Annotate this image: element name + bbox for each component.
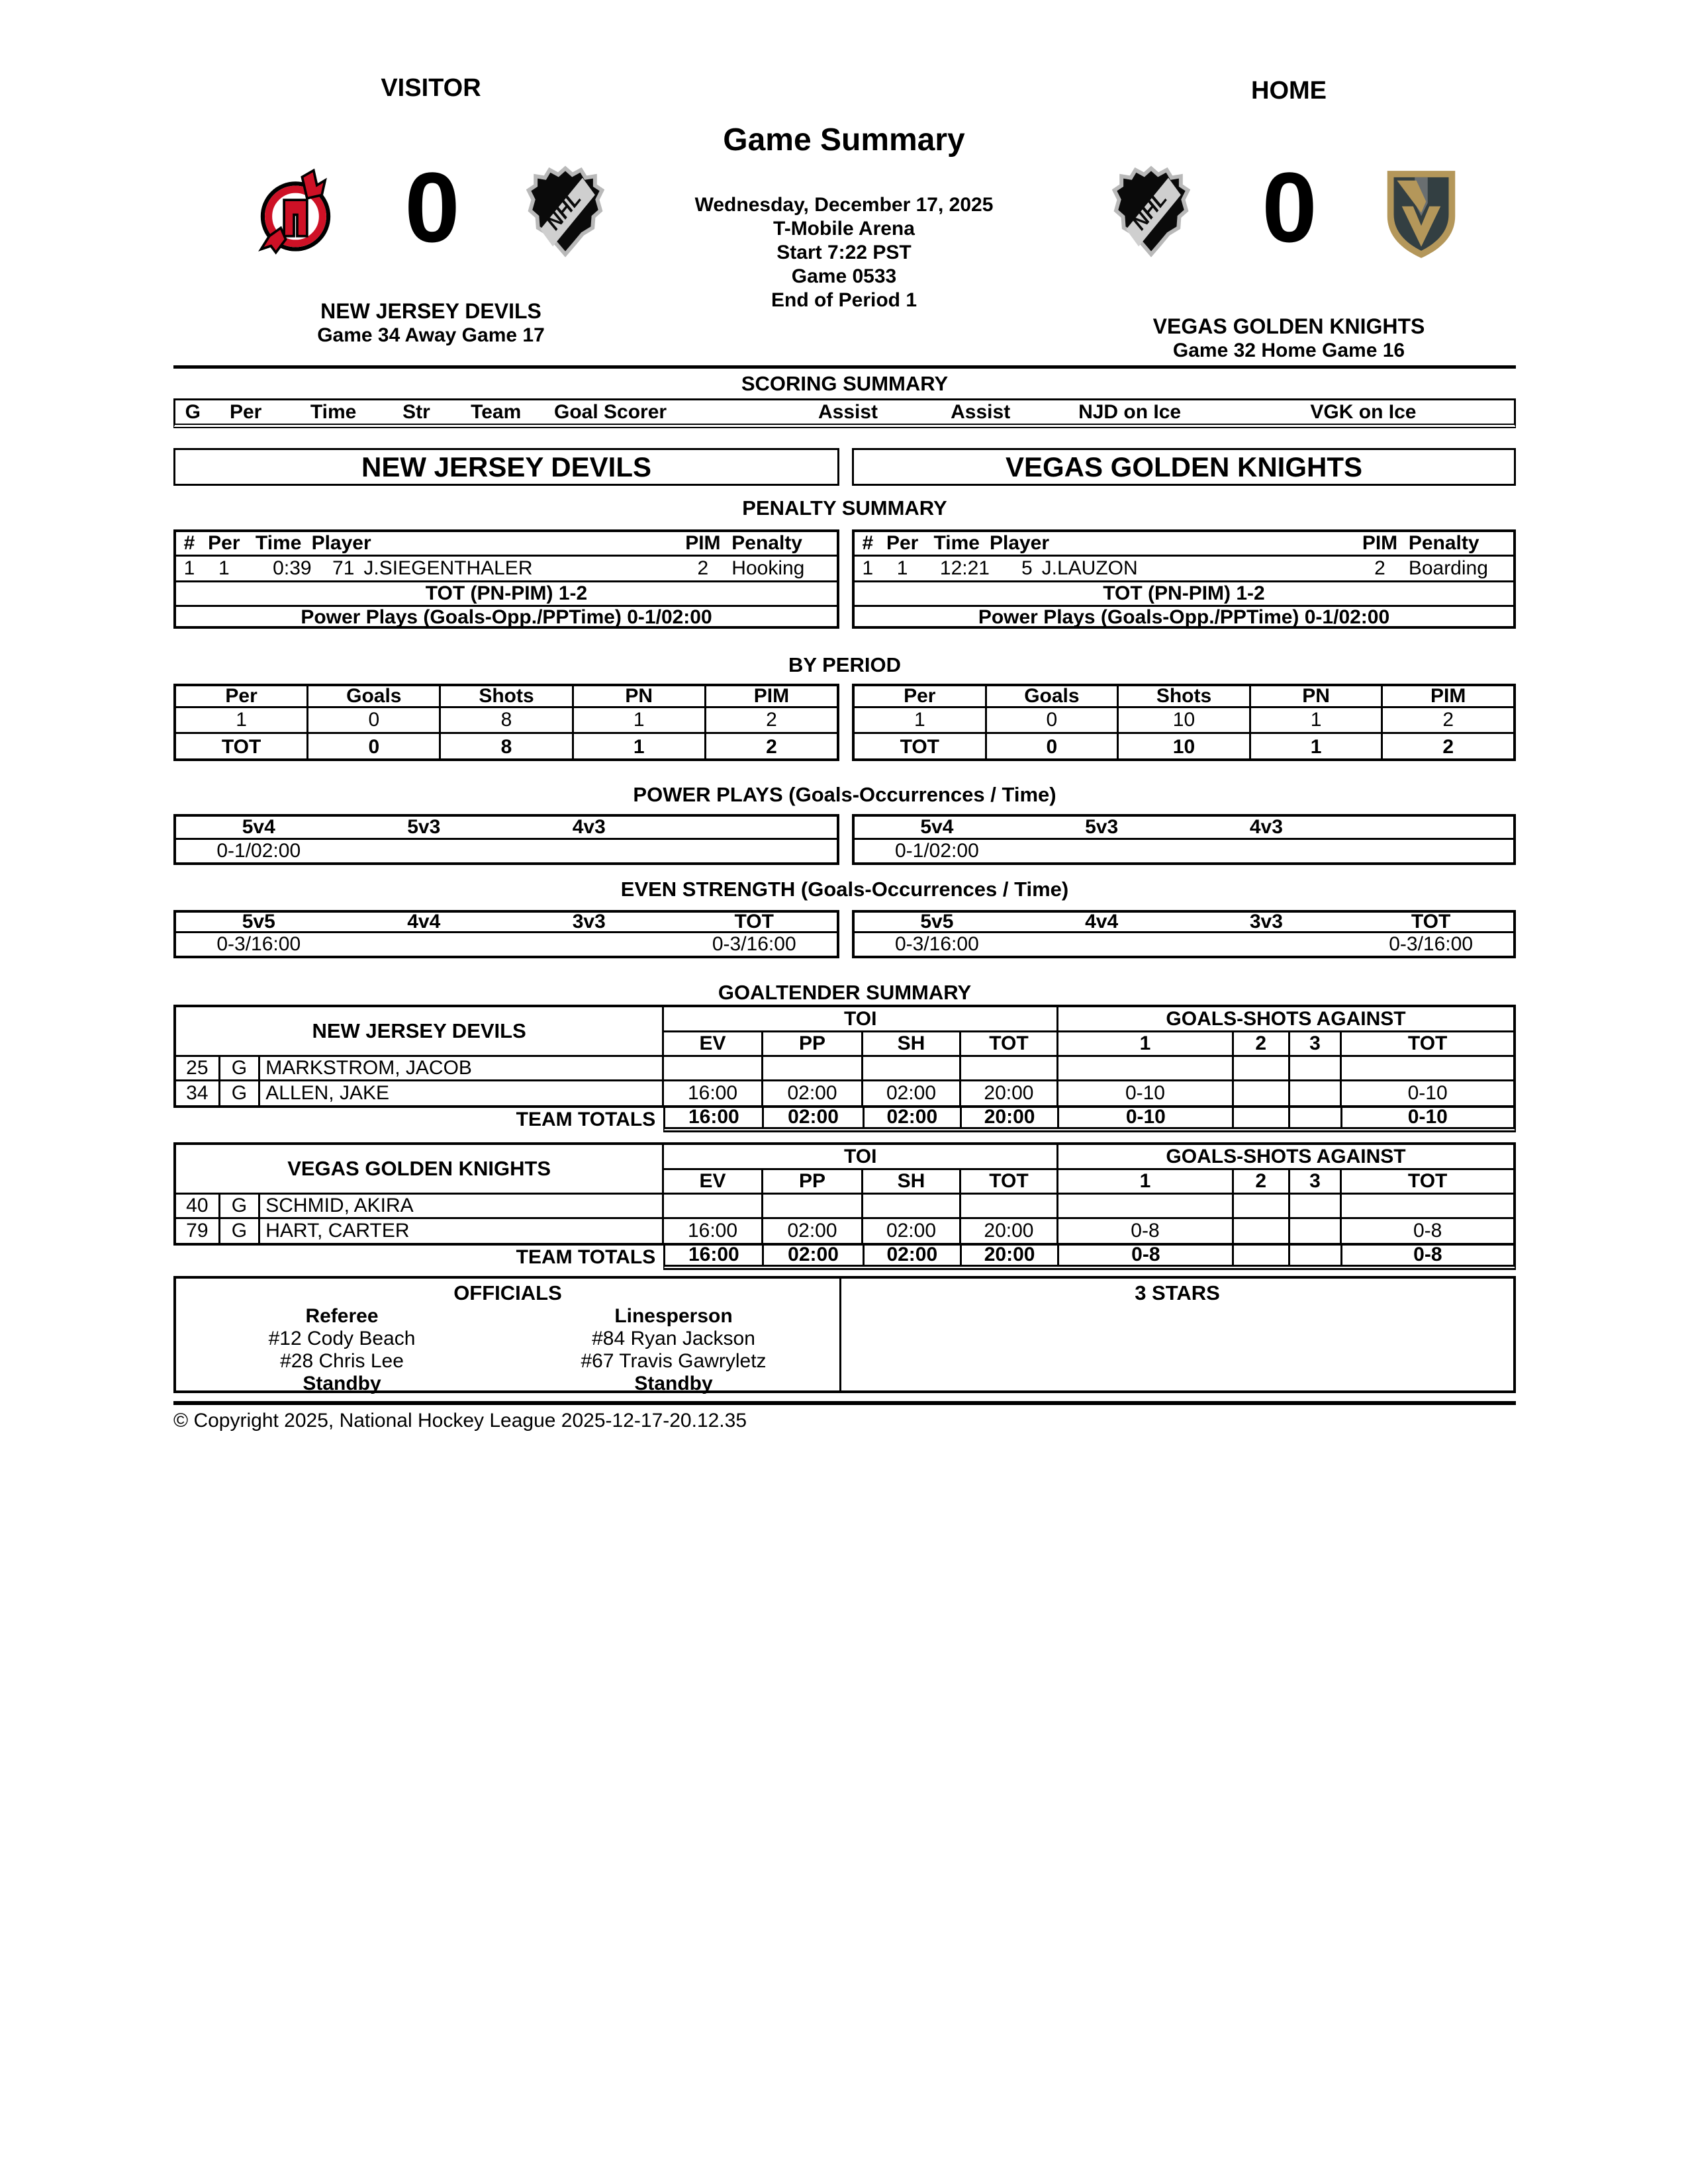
cell: 0-10 [1059,1107,1234,1127]
three-stars-panel [841,1279,1513,1390]
home-score: 0 [1262,152,1315,263]
cell: 16:00 [665,1107,764,1127]
game-info-block [513,193,1175,312]
cell [961,1057,1058,1081]
cell: 2 [1442,736,1454,758]
col-goals: Goals [308,686,441,706]
home-penalty-table [852,529,1516,629]
period-total-row [176,734,837,760]
cell: 1 [574,734,706,760]
col-penalty-penalty: Penalty [731,532,802,554]
by-period-heading: BY PERIOD [788,653,901,676]
visitor-team-totals-row [173,1107,1516,1132]
cell: 0-8 [1413,1244,1442,1265]
game-status: End of Period 1 [771,289,917,311]
col-strength: Str [402,400,430,423]
col-shots: Shots [441,686,573,706]
col-pn: PN [574,686,706,706]
penalty-total: TOT (PN-PIM) 1-2 [855,582,1513,607]
cell: 1 [855,708,987,732]
game-date: Wednesday, December 17, 2025 [694,194,994,216]
game-start-time: Start 7:22 PST [776,242,912,263]
power-play-values-row [176,840,837,862]
cell [1290,1081,1342,1105]
cell: TOT [855,734,987,760]
power-play-total: Power Plays (Goals-Opp./PPTime) 0-1/02:00 [301,606,712,628]
col-tot: TOT [961,1032,1058,1057]
col-tot: TOT [1411,911,1451,933]
col-penalty-num: # [862,532,874,554]
col-5v4: 5v4 [920,816,954,838]
cell: 10 [1119,734,1251,760]
col-gsa-2: 2 [1234,1170,1290,1195]
cell [1290,1245,1342,1265]
game-venue: T-Mobile Arena [773,218,915,240]
col-tot: TOT [961,1170,1058,1195]
col-3v3: 3v3 [1249,911,1283,933]
col-pp: PP [763,1032,864,1057]
goalie-position: G [220,1195,261,1219]
visitor-power-play-table [173,814,839,865]
home-game-line: Game 32 Home Game 16 [1172,340,1405,361]
cell: 0-10 [1058,1081,1234,1105]
visitor-label: VISITOR [381,74,481,102]
standby-label: Standby [303,1373,381,1394]
visitor-even-strength-table [173,910,839,958]
col-per: Per [855,686,987,706]
footer-divider [173,1401,1516,1405]
page-title: Game Summary [723,122,965,158]
col-gsa-1: 1 [1058,1170,1234,1195]
cell [961,1195,1058,1219]
cell [863,1057,961,1081]
col-5v3: 5v3 [407,816,441,838]
linesperson-label: Linesperson [614,1305,733,1327]
col-penalty-player: Player [989,532,1050,554]
penalty-jersey: 71 [332,557,355,579]
even-strength-values-row [855,933,1513,956]
officials-panel [176,1279,841,1394]
col-4v3: 4v3 [572,816,606,838]
col-ev: EV [664,1032,763,1057]
cell [1342,1195,1513,1219]
linesperson-name: #84 Ryan Jackson [592,1328,755,1349]
scoring-summary-heading: SCORING SUMMARY [741,372,949,395]
col-gsa-2: 2 [1234,1032,1290,1057]
col-tot: TOT [734,911,774,933]
penalty-player: J.LAUZON [1041,557,1138,579]
penalty-period: 1 [218,557,230,579]
home-label: HOME [1251,77,1327,105]
cell: 0-8 [1413,1220,1442,1242]
col-assist-2: Assist [951,400,1011,423]
cell: 0-1/02:00 [216,840,301,862]
cell: 0-1/02:00 [894,840,979,862]
visitor-game-line: Game 34 Away Game 17 [317,324,545,346]
cell: 0 [987,734,1119,760]
vgk-logo [1381,165,1462,263]
cell: 0-3/16:00 [712,933,796,955]
cell [1058,1057,1234,1081]
cell [664,1057,763,1081]
officials-box [173,1276,1516,1393]
col-vgk-on-ice: VGK on Ice [1310,400,1417,423]
home-even-strength-table [852,910,1516,958]
officials-heading: OFFICIALS [453,1281,562,1304]
cell: 1 [1251,734,1383,760]
referee-name: #28 Chris Lee [280,1350,404,1372]
cell: 0-3/16:00 [216,933,301,955]
period-row [855,708,1513,734]
home-team-box: VEGAS GOLDEN KNIGHTS [852,448,1516,486]
col-period: Per [229,400,262,423]
period-row [176,708,837,734]
cell [863,1195,961,1219]
col-4v4: 4v4 [407,911,441,933]
penalty-num: 1 [862,557,874,579]
cell [1234,1219,1290,1243]
copyright-line: © Copyright 2025, National Hockey League 2025-12-17-20.12.35 [173,1410,747,1432]
col-time: Time [310,400,357,423]
penalty-player: J.SIEGENTHALER [363,557,533,579]
cell [1234,1081,1290,1105]
cell: 8 [441,708,573,732]
col-penalty-time: Time [933,532,980,554]
cell: 2 [1442,709,1454,731]
standby-label: Standby [634,1373,713,1394]
col-pn: PN [1251,686,1383,706]
col-gsa-1: 1 [1058,1032,1234,1057]
cell: 02:00 [763,1081,864,1105]
goalie-name: SCHMID, AKIRA [260,1195,664,1219]
col-njd-on-ice: NJD on Ice [1078,400,1182,423]
col-gsa-tot: TOT [1342,1032,1513,1057]
header-divider [173,365,1516,369]
penalty-time: 0:39 [273,557,312,579]
cell: TOT [176,734,308,760]
col-sh: SH [863,1032,961,1057]
cell: 02:00 [865,1107,962,1127]
goaltender-team-name: NEW JERSEY DEVILS [176,1007,664,1057]
cell: 02:00 [763,1219,864,1243]
three-stars-heading: 3 STARS [1135,1281,1220,1304]
cell: 0-3/16:00 [1389,933,1474,955]
njd-logo [253,167,335,259]
cell [1058,1195,1234,1219]
cell: 16:00 [664,1219,763,1243]
team-totals-label: TEAM TOTALS [516,1246,656,1268]
col-5v4: 5v4 [242,816,275,838]
cell [1290,1107,1342,1127]
home-power-play-table [852,814,1516,865]
goalie-number: 79 [176,1219,220,1243]
col-pim: PIM [1430,685,1466,707]
goalie-name: HART, CARTER [260,1219,664,1243]
gsa-header: GOALS-SHOTS AGAINST [1058,1007,1513,1032]
visitor-team-name: NEW JERSEY DEVILS [320,299,541,323]
visitor-by-period-table [173,684,839,761]
home-team-totals-row [173,1245,1516,1270]
col-3v3: 3v3 [572,911,606,933]
col-gsa-3: 3 [1290,1032,1342,1057]
gsa-header: GOALS-SHOTS AGAINST [1058,1145,1513,1170]
col-penalty-pim: PIM [1362,532,1398,554]
col-penalty-player: Player [311,532,371,554]
cell: 0-8 [1058,1219,1234,1243]
toi-header: TOI [664,1145,1058,1170]
scoring-summary-table [173,398,1516,428]
nhl-shield-icon [526,164,604,260]
cell: 1 [574,708,706,732]
toi-header: TOI [664,1007,1058,1032]
penalty-total: TOT (PN-PIM) 1-2 [176,582,837,607]
cell: 02:00 [764,1245,864,1265]
col-pim: PIM [753,685,790,707]
goalie-position: G [220,1219,261,1243]
home-goaltender-table [173,1142,1516,1246]
cell [763,1195,864,1219]
penalty-jersey: 5 [1021,557,1033,579]
visitor-score: 0 [404,152,457,263]
penalty-pim: 2 [1374,557,1385,579]
cell: 02:00 [863,1081,961,1105]
cell: 0-3/16:00 [894,933,979,955]
cell [1234,1107,1290,1127]
goaltender-team-name: VEGAS GOLDEN KNIGHTS [176,1145,664,1195]
cell [1234,1195,1290,1219]
cell: 0-10 [1407,1082,1448,1104]
cell: 16:00 [664,1081,763,1105]
col-shots: Shots [1119,686,1251,706]
cell [1290,1057,1342,1081]
col-goal: G [185,400,201,423]
power-play-total: Power Plays (Goals-Opp./PPTime) 0-1/02:00 [978,606,1390,628]
cell: 02:00 [764,1107,864,1127]
referee-label: Referee [305,1305,379,1327]
col-5v5: 5v5 [242,911,275,933]
col-penalty-penalty: Penalty [1408,532,1479,554]
goaltender-summary-heading: GOALTENDER SUMMARY [718,981,972,1004]
col-ev: EV [664,1170,763,1195]
cell [664,1195,763,1219]
col-pp: PP [763,1170,864,1195]
cell: 0 [308,734,441,760]
cell: 0 [987,708,1119,732]
goalie-position: G [220,1057,261,1081]
goalie-name: MARKSTROM, JACOB [260,1057,664,1081]
cell: 10 [1119,708,1251,732]
cell: 0-8 [1059,1245,1234,1265]
cell: 1 [1251,708,1383,732]
penalty-num: 1 [183,557,195,579]
svg-text:NHL: NHL [1127,187,1172,234]
goalie-name: ALLEN, JAKE [260,1081,664,1105]
even-strength-values-row [176,933,837,956]
nhl-shield-icon [1112,164,1190,260]
referee-name: #12 Cody Beach [268,1328,416,1349]
power-plays-heading: POWER PLAYS (Goals-Occurrences / Time) [633,783,1056,806]
home-team-name: VEGAS GOLDEN KNIGHTS [1152,314,1425,338]
visitor-goaltender-table [173,1005,1516,1108]
cell [1342,1057,1513,1081]
penalty-row [176,557,837,582]
penalty-time: 12:21 [939,557,990,579]
goalie-position: G [220,1081,261,1105]
col-penalty-time: Time [255,532,302,554]
cell: 02:00 [865,1245,962,1265]
col-penalty-num: # [183,532,195,554]
col-assist-1: Assist [818,400,878,423]
cell [1290,1219,1342,1243]
cell: 2 [766,709,777,731]
even-strength-heading: EVEN STRENGTH (Goals-Occurrences / Time) [620,878,1069,901]
referee-column [176,1305,508,1395]
col-gsa-3: 3 [1290,1170,1342,1195]
col-penalty-pim: PIM [685,532,721,554]
linesperson-name: #67 Travis Gawryletz [581,1350,767,1372]
col-goals: Goals [987,686,1119,706]
cell: 2 [766,736,777,758]
col-sh: SH [863,1170,961,1195]
cell [1234,1057,1290,1081]
cell: 16:00 [665,1245,764,1265]
col-4v4: 4v4 [1085,911,1119,933]
col-penalty-per: Per [208,532,240,554]
col-gsa-tot: TOT [1342,1170,1513,1195]
period-total-row [855,734,1513,760]
goalie-number: 25 [176,1057,220,1081]
col-per: Per [176,686,308,706]
cell: 0-10 [1407,1106,1448,1128]
cell: 20:00 [961,1219,1058,1243]
cell: 20:00 [962,1107,1059,1127]
penalty-row [855,557,1513,582]
goalie-number: 40 [176,1195,220,1219]
game-number: Game 0533 [791,265,897,287]
cell: 1 [176,708,308,732]
cell: 0 [308,708,441,732]
goalie-number: 34 [176,1081,220,1105]
penalty-pim: 2 [697,557,709,579]
cell: 8 [441,734,573,760]
col-5v5: 5v5 [920,911,954,933]
power-play-values-row [855,840,1513,862]
penalty-period: 1 [896,557,908,579]
visitor-team-box: NEW JERSEY DEVILS [173,448,839,486]
cell: 02:00 [863,1219,961,1243]
cell: 20:00 [961,1081,1058,1105]
col-team: Team [471,400,522,423]
penalty-type: Boarding [1408,557,1488,579]
cell [763,1057,864,1081]
svg-text:NHL: NHL [541,187,586,234]
cell: 20:00 [962,1245,1059,1265]
col-4v3: 4v3 [1249,816,1283,838]
cell [1290,1195,1342,1219]
col-5v3: 5v3 [1085,816,1119,838]
team-totals-label: TEAM TOTALS [516,1109,656,1130]
col-goal-scorer: Goal Scorer [554,400,667,423]
col-penalty-per: Per [886,532,919,554]
cell [1234,1245,1290,1265]
visitor-penalty-table [173,529,839,629]
linesperson-column [508,1305,839,1395]
home-by-period-table [852,684,1516,761]
penalty-type: Hooking [731,557,805,579]
penalty-summary-heading: PENALTY SUMMARY [742,496,947,520]
